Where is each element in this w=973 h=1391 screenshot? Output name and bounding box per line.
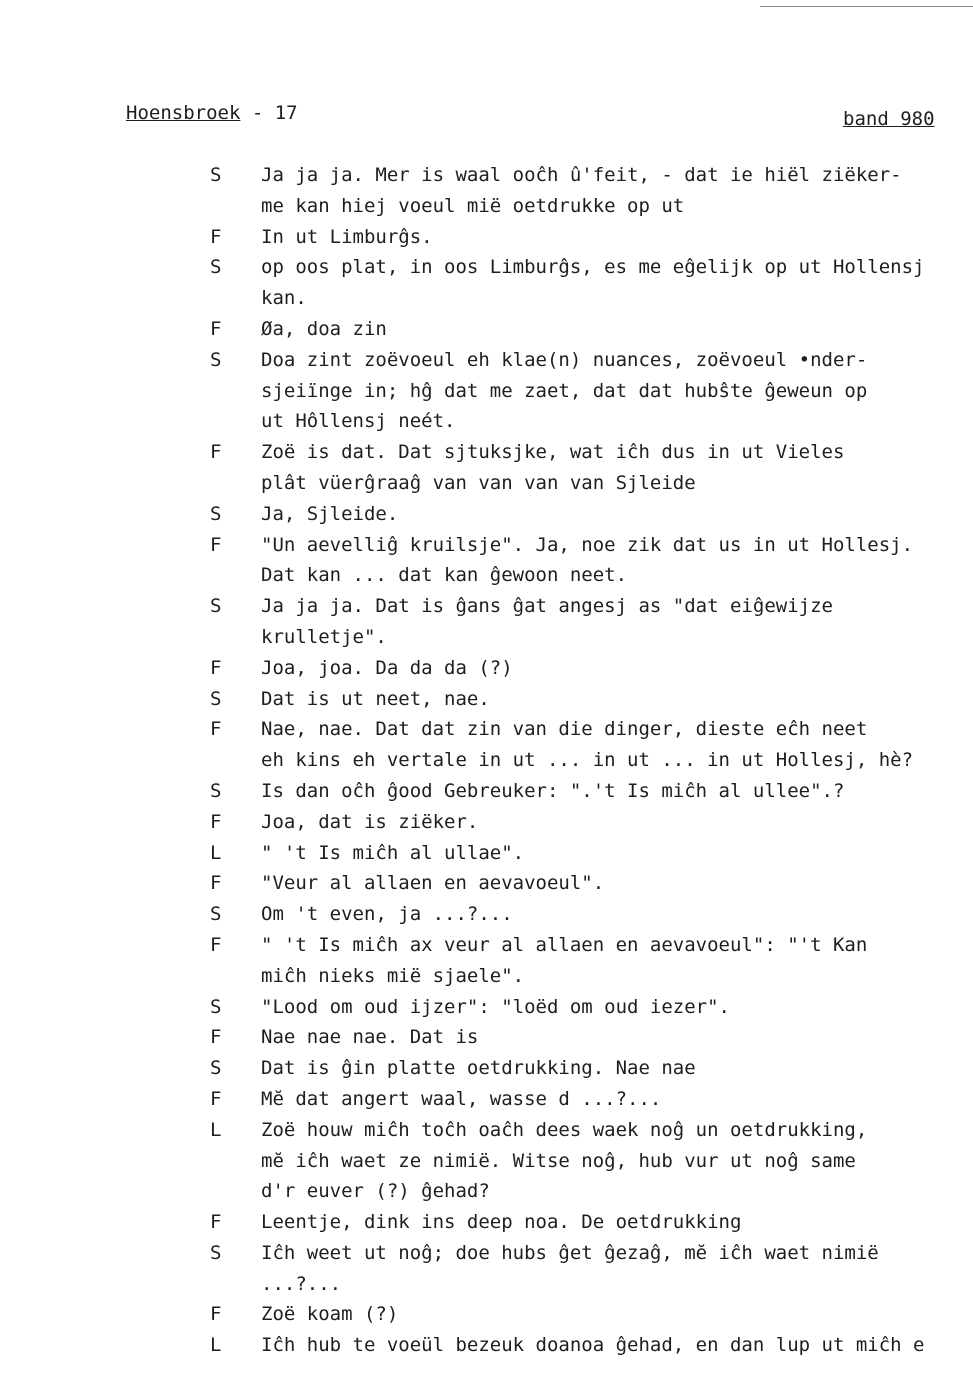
dialogue-line [0, 314, 973, 345]
dialogue-line [0, 1207, 973, 1238]
dialogue-text: Ja, Sjleide. [261, 502, 399, 525]
dialogue-line [0, 1299, 973, 1330]
speaker-label: S [210, 779, 222, 802]
speaker-label: F [210, 441, 222, 464]
dialogue-text: Ja ja ja. Mer is waal ooĉh û'feit, - dat ie hiël ziëker- me kan hiej voeul mië oetdrukke op ut [261, 164, 902, 217]
dialogue-text: Iĉh weet ut noĝ; doe hubs ĝet ĝezaĝ, mĕ iĉh waet nimië ...?... [261, 1241, 879, 1295]
speaker-label: S [210, 256, 222, 279]
dialogue-text: In ut Limburĝs. [261, 225, 433, 248]
dialogue-text: Joa, dat is ziëker. [261, 810, 479, 833]
dialogue-text: Øa, doa zin [261, 317, 387, 340]
dialogue-line [0, 499, 973, 530]
speaker-label: F [210, 933, 222, 956]
dialogue-line [0, 838, 973, 869]
speaker-label: L [210, 841, 222, 864]
speaker-label: S [210, 687, 222, 710]
speaker-label: F [210, 1303, 222, 1326]
dialogue-line [0, 222, 973, 253]
speaker-label: F [210, 225, 222, 248]
dialogue-line [0, 992, 973, 1023]
speaker-label: F [210, 810, 222, 833]
dialogue-text: Om 't even, ja ...?... [261, 903, 513, 926]
dialogue-text: Mĕ dat angert waal, wasse d ...?... [261, 1087, 662, 1110]
speaker-label: S [210, 502, 222, 525]
dialogue-line [0, 437, 973, 499]
dialogue-text: Dat is ĝin platte oetdrukking. Nae nae [261, 1057, 696, 1080]
speaker-label: F [210, 1087, 222, 1110]
dialogue-text: " 't Is miĉh al ullae". [261, 841, 525, 864]
dialogue-text: "Un aevelliĝ kruilsje". Ja, noe zik dat us in ut Hollesj. Dat kan ... dat kan ĝewoon neet. [261, 533, 914, 587]
dialogue-text: op oos plat, in oos Limburĝs, es me eĝelijk op ut Hollensj kan. [261, 256, 925, 310]
dialogue-text: Ja ja ja. Dat is ĝans ĝat angesj as "dat eiĝewijze krulletje". [261, 595, 833, 648]
place-name: Hoensbroek [126, 102, 241, 124]
speaker-label: S [210, 348, 222, 371]
dialogue-line [0, 930, 973, 992]
dialogue-line [0, 653, 973, 684]
dialogue-line [0, 591, 973, 653]
dialogue-line [0, 252, 973, 314]
dialogue-text: Nae nae nae. Dat is [261, 1026, 479, 1049]
speaker-label: F [210, 872, 222, 895]
page-header [126, 102, 298, 124]
dialogue-line [0, 1115, 973, 1207]
dialogue-line [0, 1022, 973, 1053]
band-label: band 980 [843, 108, 935, 130]
dialogue-text: Zoë is dat. Dat sjtuksjke, wat iĉh dus in ut Vieles plât vüerĝraaĝ van van van van Sjleide [261, 441, 845, 494]
speaker-label: F [210, 533, 222, 556]
dialogue-line [0, 160, 973, 222]
speaker-label: F [210, 317, 222, 340]
speaker-label: F [210, 656, 222, 679]
page-number: - 17 [240, 102, 298, 124]
dialogue-text: "Veur al allaen en aevavoeul". [261, 872, 605, 895]
dialogue-line [0, 899, 973, 930]
dialogue-text: Leentje, dink ins deep noa. De oetdrukking [261, 1211, 742, 1234]
speaker-label: F [210, 718, 222, 741]
speaker-label: S [210, 595, 222, 618]
dialogue-line [0, 1238, 973, 1300]
speaker-label: F [210, 1026, 222, 1049]
speaker-label: S [210, 995, 222, 1018]
speaker-label: S [210, 164, 222, 186]
dialogue-text: Dat is ut neet, nae. [261, 687, 490, 710]
dialogue-text: " 't Is miĉh ax veur al allaen en aevavoeul": "'t Kan miĉh nieks mië sjaele". [261, 933, 868, 987]
dialogue-line [0, 868, 973, 899]
dialogue-line [0, 1053, 973, 1084]
speaker-label: F [210, 1211, 222, 1234]
speaker-label: S [210, 1057, 222, 1080]
speaker-label: S [210, 903, 222, 926]
transcript [0, 160, 973, 1361]
dialogue-line [0, 714, 973, 776]
dialogue-line [0, 684, 973, 715]
dialogue-text: Is dan oĉh ĝood Gebreuker: ".'t Is miĉh al ullee".? [261, 779, 845, 802]
dialogue-line [0, 530, 973, 592]
dialogue-text: Nae, nae. Dat dat zin van die dinger, dieste eĉh neet eh kins eh vertale in ut ... in ut ... in ut Hollesj, hè? [261, 718, 914, 772]
dialogue-line [0, 776, 973, 807]
dialogue-line [0, 1084, 973, 1115]
dialogue-line [0, 345, 973, 437]
dialogue-text: Doa zint zoëvoeul eh klae(n) nuances, zoëvoeul •nder- sjeiïnge in; hĝ dat me zaet, dat dat hubŝte ĝeweun op ut Hôllensj neét. [261, 348, 868, 433]
speaker-label: L [210, 1334, 222, 1357]
dialogue-line [0, 1330, 973, 1361]
dialogue-text: Iĉh hub te voeül bezeuk doanoa ĝehad, en dan lup ut miĉh e [261, 1334, 925, 1357]
dialogue-text: "Lood om oud ijzer": "loëd om oud iezer". [261, 995, 730, 1018]
dialogue-text: Joa, joa. Da da da (?) [261, 656, 513, 679]
dialogue-text: Zoë koam (?) [261, 1303, 399, 1326]
dialogue-text: Zoë houw miĉh toĉh oaĉh dees waek noĝ un oetdrukking, mĕ iĉh waet ze nimië. Witse noĝ, hub vur ut noĝ same d'r euver (?) ĝehad? [261, 1118, 868, 1203]
dialogue-line [0, 807, 973, 838]
speaker-label: L [210, 1118, 222, 1141]
top-rule [760, 6, 973, 7]
speaker-label: S [210, 1241, 222, 1264]
